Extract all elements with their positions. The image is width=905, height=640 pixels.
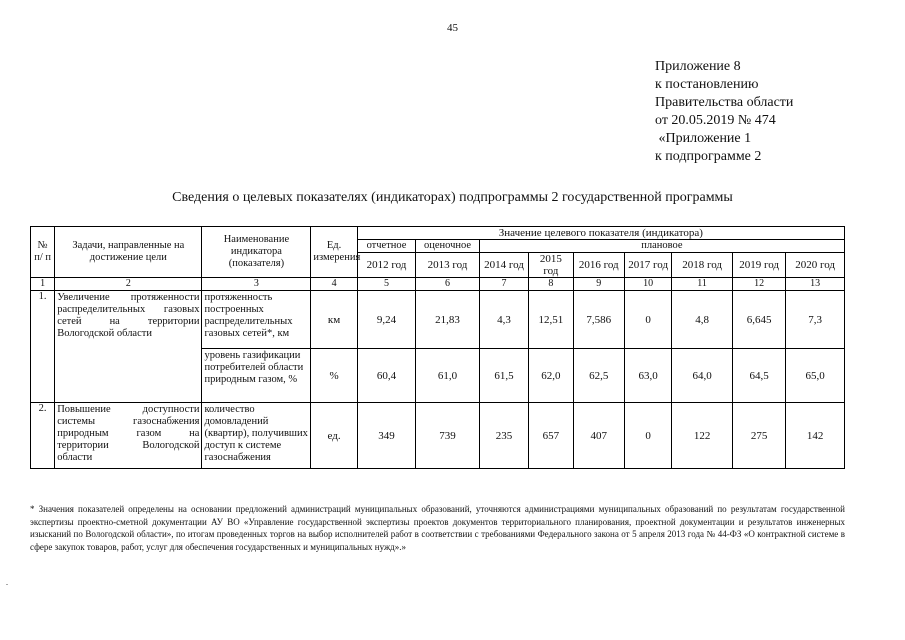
header-year: 2019 год [732,253,785,278]
header-year: 2014 год [479,253,528,278]
header-num: № п/ п [31,227,55,278]
header-year: 2017 год [624,253,671,278]
column-number: 7 [479,278,528,291]
column-number: 2 [55,278,202,291]
header-year: 2016 год [573,253,624,278]
column-number: 3 [202,278,311,291]
row-value: 64,0 [672,349,733,403]
row-value: 60,4 [357,349,415,403]
row-value: 739 [416,403,480,469]
indicators-table [30,226,845,469]
header-unit: Ед. измерения [311,227,357,278]
column-number: 5 [357,278,415,291]
row-value: 349 [357,403,415,469]
row-task: Увеличение протяженности распределительных газовых сетей на территории Вологодской области [55,291,202,403]
row-value: 12,51 [529,291,573,349]
header-planned: плановое [479,240,844,253]
header-indicator: Наименование индикатора (показателя) [202,227,311,278]
footnote: * Значения показателей определены на основании предложений администраций муниципальных образований, уточняются администрациями муниципальных образований по результатам государственной экспертизы проектно-сметной документации АУ ВО «Управление государственной экспертизы проектов документов территориального планирования, проектной документации и результатов инженерных изысканий по Вологодской области», по итогам проведенных торгов на выбор исполнителей работ в соответствии с требованиями Федерального закона от 5 апреля 2013 года № 44-ФЗ «О контрактной системе в сфере закупок товаров, работ, услуг для обеспечения государственных и муниципальных нужд».» [30,504,845,552]
header-value-group: Значение целевого показателя (индикатора) [357,227,844,240]
row-number: 2. [31,403,55,469]
column-number: 4 [311,278,357,291]
row-value: 122 [672,403,733,469]
appendix-line: «Приложение 1 [655,131,752,146]
header-row [31,227,845,240]
header-year: 2013 год [416,253,480,278]
column-number: 12 [732,278,785,291]
column-number: 8 [529,278,573,291]
column-number: 9 [573,278,624,291]
row-value: 62,5 [573,349,624,403]
row-value: 9,24 [357,291,415,349]
row-value: 7,586 [573,291,624,349]
row-value: 142 [786,403,845,469]
appendix-line: Правительства области [655,95,794,110]
column-number: 11 [672,278,733,291]
row-value: 21,83 [416,291,480,349]
row-value: 657 [529,403,573,469]
edge-mark: . [6,578,8,587]
header-estimated: оценочное [416,240,480,253]
appendix-line: к подпрограмме 2 [655,149,762,164]
row-value: 63,0 [624,349,671,403]
page-number: 45 [447,22,458,34]
table-row [31,291,845,349]
column-number-row [31,278,845,291]
row-value: 61,5 [479,349,528,403]
document-title: Сведения о целевых показателях (индикаторах) подпрограммы 2 государственной программы [172,190,733,205]
row-number: 1. [31,291,55,403]
row-value: 275 [732,403,785,469]
header-year: 2018 год [672,253,733,278]
row-unit: % [311,349,357,403]
column-number: 10 [624,278,671,291]
row-value: 61,0 [416,349,480,403]
appendix-line: от 20.05.2019 № 474 [655,113,776,128]
row-indicator: количество домовладений (квартир), получивших доступ к системе газоснабжения [202,403,311,469]
header-year: 2020 год [786,253,845,278]
table-row [31,403,845,469]
appendix-line: Приложение 8 [655,59,741,74]
header-year: 2012 год [357,253,415,278]
appendix-reference [655,58,793,166]
row-unit: ед. [311,403,357,469]
row-value: 4,8 [672,291,733,349]
row-value: 0 [624,403,671,469]
header-reported: отчетное [357,240,415,253]
row-value: 4,3 [479,291,528,349]
row-value: 0 [624,291,671,349]
header-year: 2015 год [529,253,573,278]
row-indicator: уровень газификации потребителей области природным газом, % [202,349,311,403]
row-task: Повышение доступности системы газоснабжения природным газом на территории Вологодской области [55,403,202,469]
row-value: 235 [479,403,528,469]
column-number: 6 [416,278,480,291]
row-value: 407 [573,403,624,469]
row-value: 6,645 [732,291,785,349]
row-value: 62,0 [529,349,573,403]
header-task: Задачи, направленные на достижение цели [55,227,202,278]
column-number: 1 [31,278,55,291]
row-value: 65,0 [786,349,845,403]
column-number: 13 [786,278,845,291]
row-value: 64,5 [732,349,785,403]
row-value: 7,3 [786,291,845,349]
row-unit: км [311,291,357,349]
row-indicator: протяженность построенных распределительных газовых сетей*, км [202,291,311,349]
appendix-line: к постановлению [655,77,759,92]
